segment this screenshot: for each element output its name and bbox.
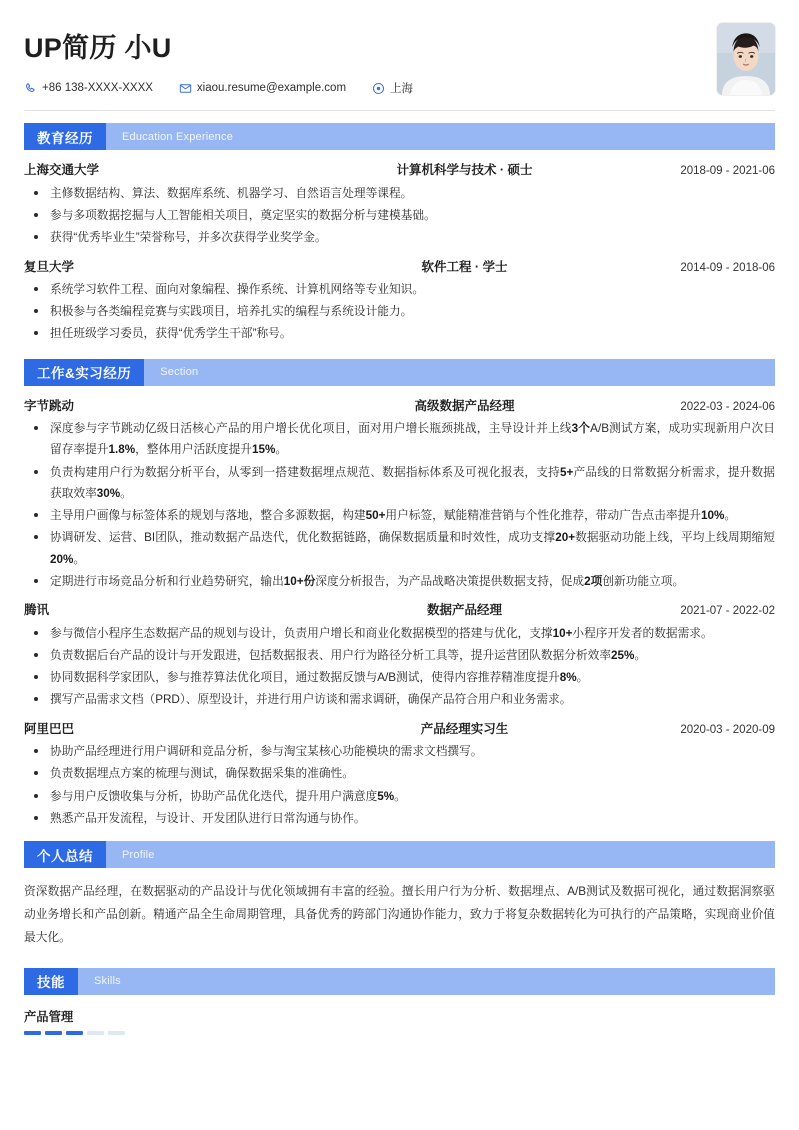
skill-rating (24, 1031, 775, 1035)
entry-org: 复旦大学 (24, 259, 75, 274)
entry-org: 字节跳动 (24, 398, 75, 413)
list-item: 积极参与各类编程竞赛与实践项目，培养扎实的编程与系统设计能力。 (24, 301, 775, 322)
entry-date: 2022-03 - 2024-06 (680, 400, 775, 413)
entry-bullets (24, 183, 775, 249)
envelope-icon (179, 82, 192, 95)
contact-email-text: xiaou.resume@example.com (196, 82, 347, 95)
entry-header (24, 601, 775, 620)
entry-bullets (24, 623, 775, 711)
list-item: 协助产品经理进行用户调研和竞品分析，参与淘宝某核心功能模块的需求文档撰写。 (24, 741, 775, 762)
skill-rating-segment (108, 1031, 125, 1035)
entry-date: 2018-09 - 2021-06 (680, 165, 775, 178)
contact-email (179, 82, 346, 95)
list-item: 负责构建用户行为数据分析平台，从零到一搭建数据埋点规范、数据指标体系及可视化报表，支持5+产品线的日常数据分析需求，提升数据获取效率30%。 (24, 462, 775, 505)
entry-org: 阿里巴巴 (24, 721, 75, 736)
entry-header (24, 720, 775, 739)
entry-org: 腾讯 (24, 603, 50, 618)
list-item: 协同数据科学家团队，参与推荐算法优化项目，通过数据反馈与A/B测试，使得内容推荐精准度提升8%。 (24, 667, 775, 688)
page-title: UP简历 小U (24, 33, 172, 63)
entry-role: 软件工程 · 学士 (421, 259, 508, 274)
list-item: 参与多项数据挖掘与人工智能相关项目，奠定坚实的数据分析与建模基础。 (24, 205, 775, 226)
skill-rating-segment (66, 1031, 83, 1035)
work-entry (24, 720, 775, 829)
skill-rating-segment (24, 1031, 41, 1035)
entry-header (24, 397, 775, 416)
section-subtitle-skills: Skills (94, 975, 121, 988)
section-title-work: 工作&实习经历 (24, 359, 144, 386)
section-title-skills: 技能 (24, 968, 78, 995)
list-item: 负责数据后台产品的设计与开发跟进，包括数据报表、用户行为路径分析工具等，提升运营团队数据分析效率25%。 (24, 645, 775, 666)
entry-role: 产品经理实习生 (420, 721, 509, 736)
list-item: 定期进行市场竞品分析和行业趋势研究，输出10+份深度分析报告，为产品战略决策提供数据支持，促成2项创新功能立项。 (24, 571, 775, 592)
entry-bullets (24, 418, 775, 592)
work-entry (24, 397, 775, 593)
section-title-profile: 个人总结 (24, 841, 106, 868)
section-title-education: 教育经历 (24, 123, 106, 150)
section-header-skills (24, 968, 775, 995)
list-item: 参与微信小程序生态数据产品的规划与设计，负责用户增长和商业化数据模型的搭建与优化，支撑10+小程序开发者的数据需求。 (24, 623, 775, 644)
section-education (24, 123, 775, 344)
skill-rating-segment (87, 1031, 104, 1035)
section-profile (24, 841, 775, 953)
section-work (24, 359, 775, 830)
work-entry (24, 601, 775, 710)
profile-text: 资深数据产品经理，在数据驱动的产品设计与优化领域拥有丰富的经验。擅长用户行为分析、数据埋点、A/B测试及数据可视化，通过数据洞察驱动业务增长和产品创新。精通产品全生命周期管理，具备优秀的跨部门沟通协作能力，致力于将复杂数据转化为可执行的产品策略，实现商业价值最大化。 (24, 885, 775, 944)
phone-icon (24, 82, 37, 95)
list-item: 熟悉产品开发流程，与设计、开发团队进行日常沟通与协作。 (24, 808, 775, 829)
section-header-profile (24, 841, 775, 868)
entry-date: 2014-09 - 2018-06 (680, 261, 775, 274)
contact-phone-text: +86 138-XXXX-XXXX (42, 82, 153, 95)
location-pin-icon (372, 82, 385, 95)
section-header-education (24, 123, 775, 150)
list-item: 系统学习软件工程、面向对象编程、操作系统、计算机网络等专业知识。 (24, 279, 775, 300)
contact-row (24, 80, 775, 110)
section-skills (24, 968, 775, 1036)
list-item: 深度参与字节跳动亿级日活核心产品的用户增长优化项目，面对用户增长瓶颈挑战，主导设计并上线3个A/B测试方案，成功实现新用户次日留存率提升1.8%，整体用户活跃度提升15%。 (24, 418, 775, 461)
skill-rating-segment (45, 1031, 62, 1035)
entry-bullets (24, 279, 775, 345)
skill-name: 产品管理 (24, 1009, 74, 1024)
entry-role: 高级数据产品经理 (414, 398, 515, 413)
entry-date: 2020-03 - 2020-09 (680, 723, 775, 736)
skill-item (24, 1006, 775, 1036)
entry-header (24, 161, 775, 180)
section-subtitle-education: Education Experience (122, 130, 234, 143)
contact-location-text: 上海 (390, 83, 414, 96)
entry-org: 上海交通大学 (24, 163, 100, 178)
list-item: 主修数据结构、算法、数据库系统、机器学习、自然语言处理等课程。 (24, 183, 775, 204)
entry-role: 数据产品经理 (426, 603, 502, 618)
avatar (717, 23, 775, 95)
section-subtitle-work: Section (160, 366, 199, 379)
education-entry (24, 161, 775, 248)
section-subtitle-profile: Profile (122, 848, 155, 861)
entry-header (24, 258, 775, 277)
section-header-work (24, 359, 775, 386)
header-divider (24, 110, 775, 111)
entry-bullets (24, 741, 775, 829)
list-item: 获得“优秀毕业生”荣誉称号，并多次获得学业奖学金。 (24, 227, 775, 248)
entry-role: 计算机科学与技术 · 硕士 (396, 163, 533, 178)
entry-date: 2021-07 - 2022-02 (680, 605, 775, 618)
contact-phone (24, 82, 153, 95)
education-entry (24, 258, 775, 345)
list-item: 担任班级学习委员，获得“优秀学生干部”称号。 (24, 323, 775, 344)
list-item: 协调研发、运营、BI团队，推动数据产品迭代，优化数据链路，确保数据质量和时效性，成功支撑20+数据驱动功能上线，平均上线周期缩短20%。 (24, 527, 775, 570)
resume-header (24, 0, 775, 111)
contact-location (372, 80, 413, 96)
list-item: 参与用户反馈收集与分析，协助产品优化迭代，提升用户满意度5%。 (24, 786, 775, 807)
list-item: 负责数据埋点方案的梳理与测试，确保数据采集的准确性。 (24, 763, 775, 784)
list-item: 主导用户画像与标签体系的规划与落地，整合多源数据，构建50+用户标签，赋能精准营销与个性化推荐，带动广告点击率提升10%。 (24, 505, 775, 526)
list-item: 撰写产品需求文档（PRD）、原型设计，并进行用户访谈和需求调研，确保产品符合用户和业务需求。 (24, 689, 775, 710)
